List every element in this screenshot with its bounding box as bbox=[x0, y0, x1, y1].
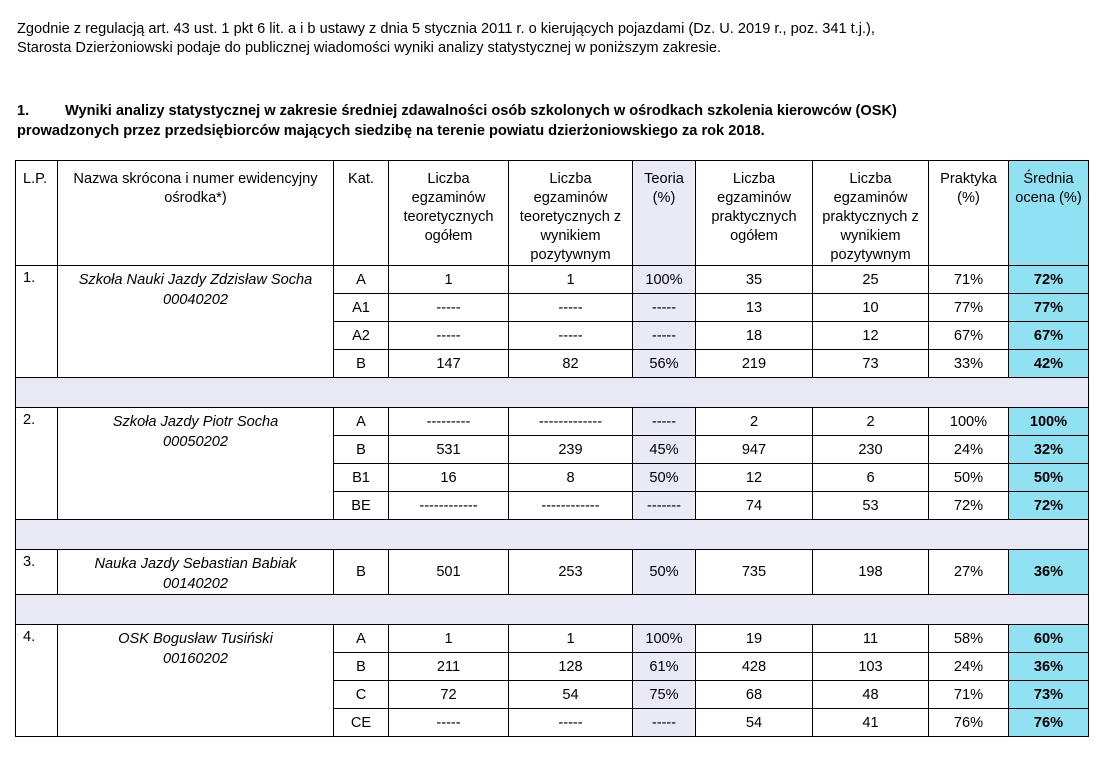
row-theory-percent: ----- bbox=[633, 322, 696, 350]
row-practice-percent: 58% bbox=[929, 625, 1009, 653]
row-category: B1 bbox=[334, 464, 389, 492]
row-theory-pass: 253 bbox=[509, 550, 633, 595]
section-title-line-1: Wyniki analizy statystycznej w zakresie średniej zdawalności osób szkolonych w ośrodkach szkolenia kierowców (OSK) bbox=[65, 103, 897, 119]
table-row bbox=[16, 550, 1089, 595]
row-theory-percent: 100% bbox=[633, 625, 696, 653]
school-registry-number: 00040202 bbox=[163, 292, 228, 308]
header-lp: L.P. bbox=[16, 161, 58, 266]
row-theory-total: ----- bbox=[389, 709, 509, 737]
row-average: 60% bbox=[1009, 625, 1089, 653]
row-category: CE bbox=[334, 709, 389, 737]
table-row bbox=[16, 408, 1089, 436]
school-name-cell bbox=[58, 550, 334, 595]
row-category: BE bbox=[334, 492, 389, 520]
row-practice-percent: 100% bbox=[929, 408, 1009, 436]
row-practice-percent: 71% bbox=[929, 681, 1009, 709]
row-practice-total: 2 bbox=[696, 408, 813, 436]
row-practice-pass: 25 bbox=[813, 266, 929, 294]
row-practice-total: 18 bbox=[696, 322, 813, 350]
school-name-cell bbox=[58, 408, 334, 520]
separator-row bbox=[16, 520, 1089, 550]
row-practice-pass: 11 bbox=[813, 625, 929, 653]
row-practice-pass: 2 bbox=[813, 408, 929, 436]
school-name-cell bbox=[58, 625, 334, 737]
row-practice-pass: 198 bbox=[813, 550, 929, 595]
separator-cell bbox=[16, 520, 1089, 550]
row-average: 36% bbox=[1009, 653, 1089, 681]
section-number: 1. bbox=[17, 103, 30, 119]
row-practice-total: 947 bbox=[696, 436, 813, 464]
row-practice-total: 68 bbox=[696, 681, 813, 709]
row-theory-percent: ----- bbox=[633, 408, 696, 436]
row-average: 77% bbox=[1009, 294, 1089, 322]
row-lp: 4. bbox=[16, 625, 58, 737]
row-average: 100% bbox=[1009, 408, 1089, 436]
row-practice-total: 74 bbox=[696, 492, 813, 520]
row-practice-percent: 71% bbox=[929, 266, 1009, 294]
row-category: B bbox=[334, 436, 389, 464]
row-category: A2 bbox=[334, 322, 389, 350]
row-theory-percent: 45% bbox=[633, 436, 696, 464]
row-practice-pass: 10 bbox=[813, 294, 929, 322]
row-practice-total: 19 bbox=[696, 625, 813, 653]
row-theory-total: 1 bbox=[389, 625, 509, 653]
header-practice-percent: Praktyka (%) bbox=[929, 161, 1009, 266]
header-practice-total: Liczba egzaminów praktycznych ogółem bbox=[696, 161, 813, 266]
section-heading bbox=[17, 101, 1092, 141]
school-name-cell bbox=[58, 266, 334, 378]
school-registry-number: 00160202 bbox=[163, 651, 228, 667]
header-theory-total: Liczba egzaminów teoretycznych ogółem bbox=[389, 161, 509, 266]
row-practice-total: 428 bbox=[696, 653, 813, 681]
row-practice-percent: 24% bbox=[929, 436, 1009, 464]
row-theory-total: 72 bbox=[389, 681, 509, 709]
row-practice-pass: 12 bbox=[813, 322, 929, 350]
row-average: 67% bbox=[1009, 322, 1089, 350]
separator-row bbox=[16, 378, 1089, 408]
header-theory-pass: Liczba egzaminów teoretycznych z wynikiem pozytywnym bbox=[509, 161, 633, 266]
row-practice-percent: 24% bbox=[929, 653, 1009, 681]
row-theory-pass: ------------- bbox=[509, 408, 633, 436]
results-body bbox=[16, 266, 1089, 737]
row-theory-total: 1 bbox=[389, 266, 509, 294]
row-theory-pass: ----- bbox=[509, 709, 633, 737]
row-practice-total: 735 bbox=[696, 550, 813, 595]
row-theory-pass: 8 bbox=[509, 464, 633, 492]
row-practice-pass: 73 bbox=[813, 350, 929, 378]
row-theory-pass: ------------ bbox=[509, 492, 633, 520]
row-theory-percent: 61% bbox=[633, 653, 696, 681]
row-practice-total: 54 bbox=[696, 709, 813, 737]
intro-line-2: Starosta Dzierżoniowski podaje do publicznej wiadomości wyniki analizy statystycznej w poniższym zakresie. bbox=[17, 40, 722, 56]
row-theory-total: ----- bbox=[389, 294, 509, 322]
row-theory-percent: 50% bbox=[633, 464, 696, 492]
row-average: 72% bbox=[1009, 266, 1089, 294]
row-theory-pass: 1 bbox=[509, 266, 633, 294]
row-practice-percent: 67% bbox=[929, 322, 1009, 350]
row-average: 73% bbox=[1009, 681, 1089, 709]
row-theory-percent: ----- bbox=[633, 294, 696, 322]
row-practice-pass: 6 bbox=[813, 464, 929, 492]
row-practice-percent: 33% bbox=[929, 350, 1009, 378]
row-lp: 3. bbox=[16, 550, 58, 595]
row-theory-percent: 75% bbox=[633, 681, 696, 709]
row-theory-pass: 239 bbox=[509, 436, 633, 464]
row-theory-percent: 100% bbox=[633, 266, 696, 294]
school-registry-number: 00050202 bbox=[163, 434, 228, 450]
row-average: 32% bbox=[1009, 436, 1089, 464]
intro-line-1: Zgodnie z regulacją art. 43 ust. 1 pkt 6 lit. a i b ustawy z dnia 5 stycznia 2011 r. o kierujących pojazdami (Dz. U. 2019 r., poz. 341 t.j.), bbox=[17, 21, 875, 37]
row-category: B bbox=[334, 653, 389, 681]
school-name: Nauka Jazdy Sebastian Babiak bbox=[94, 556, 297, 572]
row-theory-percent: 56% bbox=[633, 350, 696, 378]
school-name: Szkoła Nauki Jazdy Zdzisław Socha bbox=[78, 272, 313, 288]
row-category: B bbox=[334, 350, 389, 378]
section-title-line-2: prowadzonych przez przedsiębiorców mających siedzibę na terenie powiatu dzierżoniowskiego za rok 2018. bbox=[17, 123, 765, 139]
row-theory-percent: 50% bbox=[633, 550, 696, 595]
row-practice-total: 219 bbox=[696, 350, 813, 378]
header-practice-pass: Liczba egzaminów praktycznych z wynikiem pozytywnym bbox=[813, 161, 929, 266]
row-practice-pass: 48 bbox=[813, 681, 929, 709]
row-practice-percent: 72% bbox=[929, 492, 1009, 520]
row-theory-pass: 54 bbox=[509, 681, 633, 709]
row-practice-percent: 27% bbox=[929, 550, 1009, 595]
row-theory-total: 147 bbox=[389, 350, 509, 378]
header-category: Kat. bbox=[334, 161, 389, 266]
header-name: Nazwa skrócona i numer ewidencyjny ośrodka*) bbox=[58, 161, 334, 266]
row-practice-pass: 41 bbox=[813, 709, 929, 737]
row-practice-percent: 50% bbox=[929, 464, 1009, 492]
row-practice-total: 12 bbox=[696, 464, 813, 492]
row-theory-pass: ----- bbox=[509, 322, 633, 350]
row-theory-percent: ------- bbox=[633, 492, 696, 520]
intro-paragraph bbox=[17, 20, 1092, 58]
table-row bbox=[16, 625, 1089, 653]
row-practice-percent: 76% bbox=[929, 709, 1009, 737]
row-category: A1 bbox=[334, 294, 389, 322]
row-average: 50% bbox=[1009, 464, 1089, 492]
row-theory-pass: 1 bbox=[509, 625, 633, 653]
row-theory-total: 211 bbox=[389, 653, 509, 681]
row-practice-percent: 77% bbox=[929, 294, 1009, 322]
row-average: 36% bbox=[1009, 550, 1089, 595]
row-average: 72% bbox=[1009, 492, 1089, 520]
row-practice-pass: 103 bbox=[813, 653, 929, 681]
row-category: A bbox=[334, 625, 389, 653]
row-theory-total: --------- bbox=[389, 408, 509, 436]
row-category: B bbox=[334, 550, 389, 595]
row-theory-total: 16 bbox=[389, 464, 509, 492]
table-row bbox=[16, 266, 1089, 294]
school-name: OSK Bogusław Tusiński bbox=[118, 631, 273, 647]
row-category: A bbox=[334, 266, 389, 294]
school-name: Szkoła Jazdy Piotr Socha bbox=[112, 414, 279, 430]
row-practice-pass: 230 bbox=[813, 436, 929, 464]
row-theory-total: 531 bbox=[389, 436, 509, 464]
row-theory-pass: 82 bbox=[509, 350, 633, 378]
row-lp: 1. bbox=[16, 266, 58, 378]
row-category: C bbox=[334, 681, 389, 709]
row-practice-total: 13 bbox=[696, 294, 813, 322]
row-theory-pass: 128 bbox=[509, 653, 633, 681]
row-practice-total: 35 bbox=[696, 266, 813, 294]
row-average: 42% bbox=[1009, 350, 1089, 378]
row-theory-total: ------------ bbox=[389, 492, 509, 520]
row-category: A bbox=[334, 408, 389, 436]
row-theory-total: ----- bbox=[389, 322, 509, 350]
separator-cell bbox=[16, 378, 1089, 408]
row-practice-pass: 53 bbox=[813, 492, 929, 520]
row-theory-percent: ----- bbox=[633, 709, 696, 737]
row-average: 76% bbox=[1009, 709, 1089, 737]
header-row bbox=[16, 161, 1089, 266]
row-theory-pass: ----- bbox=[509, 294, 633, 322]
separator-cell bbox=[16, 595, 1089, 625]
header-average: Średnia ocena (%) bbox=[1009, 161, 1089, 266]
row-lp: 2. bbox=[16, 408, 58, 520]
row-theory-total: 501 bbox=[389, 550, 509, 595]
header-theory-percent: Teoria (%) bbox=[633, 161, 696, 266]
separator-row bbox=[16, 595, 1089, 625]
school-registry-number: 00140202 bbox=[163, 576, 228, 592]
results-table bbox=[15, 160, 1089, 737]
